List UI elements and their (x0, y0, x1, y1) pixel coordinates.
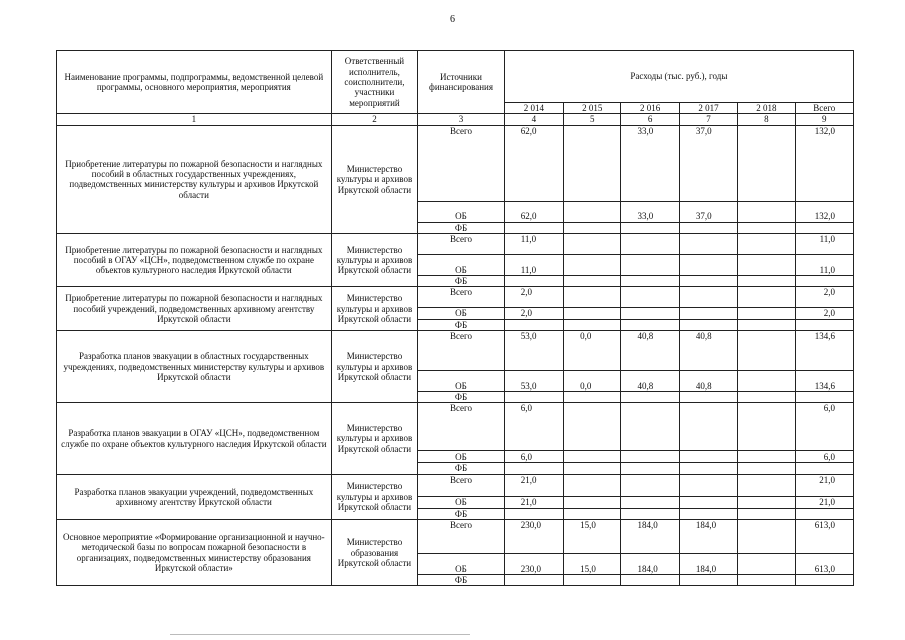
year-value (679, 222, 737, 233)
year-value: 184,0 (679, 554, 737, 575)
year-value (564, 463, 621, 474)
year-value (738, 276, 795, 287)
column-number: 6 (621, 114, 679, 125)
executor: Министерство образования Иркутской области (331, 520, 418, 586)
year-value (679, 234, 737, 255)
funding-source: ФБ (418, 463, 505, 474)
year-value: 37,0 (679, 201, 737, 222)
total-value: 2,0 (795, 308, 853, 319)
budget-table (56, 50, 854, 586)
funding-source: ОБ (418, 201, 505, 222)
year-value (679, 403, 737, 451)
year-value: 53,0 (504, 331, 563, 371)
year-value (738, 371, 795, 392)
year-value (564, 287, 621, 308)
executor: Министерство культуры и архивов Иркутской области (331, 403, 418, 474)
year-value: 230,0 (504, 554, 563, 575)
year-value: 2,0 (504, 308, 563, 319)
year-value (738, 319, 795, 330)
year-value (738, 331, 795, 371)
funding-source: Всего (418, 234, 505, 255)
funding-source: ОБ (418, 496, 505, 508)
funding-source: ОБ (418, 451, 505, 463)
year-value (564, 451, 621, 463)
year-value (738, 474, 795, 496)
year-value (621, 403, 679, 451)
table-row (57, 287, 854, 308)
year-value: 33,0 (621, 125, 679, 201)
year-value (564, 508, 621, 519)
year-value: 21,0 (504, 496, 563, 508)
year-value (738, 463, 795, 474)
year-value (621, 276, 679, 287)
year-value (738, 392, 795, 403)
header-responsible: Ответственный исполнитель, соисполнители, участники мероприятий (331, 51, 418, 114)
executor: Министерство культуры и архивов Иркутской области (331, 474, 418, 519)
total-value: 132,0 (795, 201, 853, 222)
event-name: Приобретение литературы по пожарной безопасности и наглядных пособий учреждений, подведомственных архивному агентству Иркутской области (57, 287, 332, 331)
year-value (621, 575, 679, 586)
funding-source: ФБ (418, 276, 505, 287)
year-value (504, 463, 563, 474)
funding-source: ОБ (418, 255, 505, 276)
header-year: 2 015 (564, 103, 621, 114)
executor: Министерство культуры и архивов Иркутской области (331, 125, 418, 233)
year-value (738, 451, 795, 463)
header-year: 2 018 (738, 103, 795, 114)
year-value (564, 403, 621, 451)
scan-artifact-line (170, 634, 470, 635)
year-value (679, 255, 737, 276)
column-number: 8 (738, 114, 795, 125)
year-value (564, 474, 621, 496)
year-value (621, 392, 679, 403)
table-row (57, 125, 854, 201)
funding-source: ФБ (418, 575, 505, 586)
year-value (679, 451, 737, 463)
column-number: 4 (504, 114, 563, 125)
page-number: 6 (450, 14, 455, 25)
year-value (738, 575, 795, 586)
year-value: 15,0 (564, 520, 621, 554)
total-value (795, 575, 853, 586)
funding-source: Всего (418, 474, 505, 496)
year-value: 184,0 (621, 554, 679, 575)
event-name: Приобретение литературы по пожарной безопасности и наглядных пособий в областных государственных учреждениях, подведомственных министерству культуры и архивов Иркутской области (57, 125, 332, 233)
year-value (738, 287, 795, 308)
total-value: 2,0 (795, 287, 853, 308)
year-value (621, 496, 679, 508)
total-value: 134,6 (795, 331, 853, 371)
year-value: 15,0 (564, 554, 621, 575)
year-value (679, 508, 737, 519)
column-numbers-row (57, 114, 854, 125)
year-value (738, 222, 795, 233)
year-value: 62,0 (504, 201, 563, 222)
year-value (738, 255, 795, 276)
year-value: 40,8 (621, 331, 679, 371)
year-value (621, 234, 679, 255)
year-value: 53,0 (504, 371, 563, 392)
year-value (738, 201, 795, 222)
year-value (679, 474, 737, 496)
funding-source: Всего (418, 403, 505, 451)
year-value (738, 234, 795, 255)
year-value (564, 125, 621, 201)
funding-source: ФБ (418, 319, 505, 330)
table-row (57, 403, 854, 451)
year-value (564, 201, 621, 222)
table-row (57, 234, 854, 255)
year-value: 40,8 (621, 371, 679, 392)
year-value (504, 276, 563, 287)
year-value: 184,0 (621, 520, 679, 554)
column-number: 7 (679, 114, 737, 125)
event-name: Разработка планов эвакуации в ОГАУ «ЦСН», подведомственном службе по охране объектов культурного наследия Иркутской области (57, 403, 332, 474)
total-value (795, 319, 853, 330)
year-value (564, 308, 621, 319)
funding-source: ОБ (418, 554, 505, 575)
year-value (679, 463, 737, 474)
year-value: 6,0 (504, 451, 563, 463)
header-sources: Источники финансирования (418, 51, 505, 114)
year-value (738, 308, 795, 319)
year-value (679, 319, 737, 330)
year-value (621, 222, 679, 233)
year-value: 37,0 (679, 125, 737, 201)
year-value (679, 276, 737, 287)
total-value (795, 222, 853, 233)
year-value (564, 276, 621, 287)
total-value: 11,0 (795, 255, 853, 276)
year-value (564, 319, 621, 330)
funding-source: Всего (418, 287, 505, 308)
year-value (679, 575, 737, 586)
year-value (621, 463, 679, 474)
total-value: 11,0 (795, 234, 853, 255)
column-number: 3 (418, 114, 505, 125)
total-value: 6,0 (795, 451, 853, 463)
funding-source: ОБ (418, 371, 505, 392)
total-value (795, 276, 853, 287)
year-value (504, 392, 563, 403)
year-value (621, 255, 679, 276)
header-name: Наименование программы, подпрограммы, ведомственной целевой программы, основного мероприятия, мероприятия (57, 51, 332, 114)
total-value: 613,0 (795, 554, 853, 575)
year-value: 11,0 (504, 234, 563, 255)
year-value (621, 474, 679, 496)
year-value (738, 125, 795, 201)
year-value (564, 255, 621, 276)
year-value: 40,8 (679, 331, 737, 371)
year-value (621, 308, 679, 319)
total-value: 613,0 (795, 520, 853, 554)
funding-source: Всего (418, 520, 505, 554)
column-number: 2 (331, 114, 418, 125)
year-value (679, 496, 737, 508)
year-value: 21,0 (504, 474, 563, 496)
year-value: 40,8 (679, 371, 737, 392)
header-year: 2 014 (504, 103, 563, 114)
funding-source: ОБ (418, 308, 505, 319)
total-value (795, 463, 853, 474)
table-row (57, 520, 854, 554)
total-value: 134,6 (795, 371, 853, 392)
year-value (504, 319, 563, 330)
header-year: 2 017 (679, 103, 737, 114)
year-value (679, 308, 737, 319)
year-value (564, 392, 621, 403)
year-value (679, 287, 737, 308)
table-row (57, 331, 854, 371)
total-value: 132,0 (795, 125, 853, 201)
header-year: 2 016 (621, 103, 679, 114)
year-value (621, 451, 679, 463)
year-value: 230,0 (504, 520, 563, 554)
funding-source: ФБ (418, 222, 505, 233)
year-value: 0,0 (564, 371, 621, 392)
funding-source: Всего (418, 125, 505, 201)
year-value (564, 496, 621, 508)
year-value (564, 575, 621, 586)
year-value (504, 222, 563, 233)
header-expenses: Расходы (тыс. руб.), годы (504, 51, 853, 103)
total-value: 21,0 (795, 474, 853, 496)
year-value (738, 520, 795, 554)
year-value (738, 403, 795, 451)
executor: Министерство культуры и архивов Иркутской области (331, 234, 418, 287)
year-value: 6,0 (504, 403, 563, 451)
funding-source: Всего (418, 331, 505, 371)
executor: Министерство культуры и архивов Иркутской области (331, 287, 418, 331)
year-value (504, 508, 563, 519)
year-value: 184,0 (679, 520, 737, 554)
total-value (795, 508, 853, 519)
year-value: 2,0 (504, 287, 563, 308)
year-value (621, 508, 679, 519)
column-number: 9 (795, 114, 853, 125)
year-value (738, 554, 795, 575)
year-value (738, 496, 795, 508)
year-value (564, 234, 621, 255)
year-value (621, 287, 679, 308)
executor: Министерство культуры и архивов Иркутской области (331, 331, 418, 403)
year-value (504, 575, 563, 586)
event-name: Основное мероприятие «Формирование организационной и научно-методической базы по вопросам пожарной безопасности в организациях, подведомственных министерству образования Иркутской области» (57, 520, 332, 586)
table-body (57, 125, 854, 586)
funding-source: ФБ (418, 508, 505, 519)
year-value: 33,0 (621, 201, 679, 222)
event-name: Разработка планов эвакуации учреждений, подведомственных архивному агентству Иркутской области (57, 474, 332, 519)
column-number: 1 (57, 114, 332, 125)
funding-source: ФБ (418, 392, 505, 403)
total-value: 6,0 (795, 403, 853, 451)
year-value: 62,0 (504, 125, 563, 201)
event-name: Разработка планов эвакуации в областных государственных учреждениях, подведомственных министерству культуры и архивов Иркутской области (57, 331, 332, 403)
event-name: Приобретение литературы по пожарной безопасности и наглядных пособий в ОГАУ «ЦСН», подведомственном службе по охране объектов культурного наследия Иркутской области (57, 234, 332, 287)
table-row (57, 474, 854, 496)
header-total: Всего (795, 103, 853, 114)
total-value: 21,0 (795, 496, 853, 508)
year-value: 0,0 (564, 331, 621, 371)
year-value (621, 319, 679, 330)
year-value (564, 222, 621, 233)
total-value (795, 392, 853, 403)
year-value (738, 508, 795, 519)
year-value (679, 392, 737, 403)
year-value: 11,0 (504, 255, 563, 276)
column-number: 5 (564, 114, 621, 125)
